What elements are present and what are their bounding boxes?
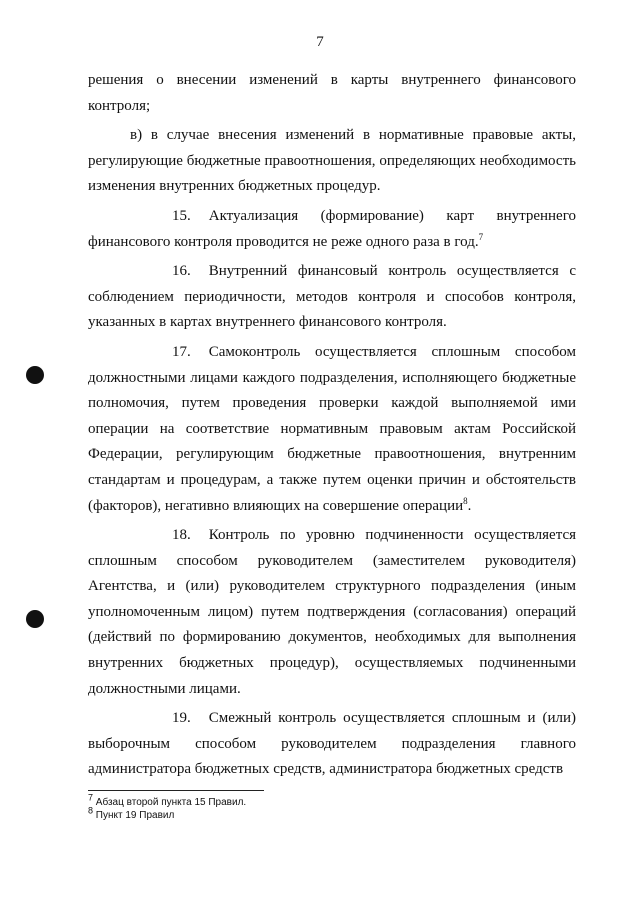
paragraph-tail: . <box>467 497 472 514</box>
paragraph-number: 15. <box>172 207 191 224</box>
paragraph-number: 19. <box>172 710 191 727</box>
footnote-ref: 7 <box>478 231 484 242</box>
paragraph-18 <box>88 523 576 702</box>
paragraph-subitem-v <box>88 123 576 200</box>
footnote-divider <box>88 790 264 791</box>
footnote <box>88 805 388 822</box>
paragraph-text: решения о внесении изменений в карты внутреннего финансового контроля; <box>88 72 576 114</box>
footnote-ref: 8 <box>463 495 468 506</box>
paragraph-text: Смежный контроль осуществляется сплошным и (или) выборочным способом руководителем подразделения главного администратора бюджетных средств, администратора бюджетных средств <box>88 710 576 778</box>
punch-hole-icon <box>26 366 44 384</box>
footnote <box>88 792 388 809</box>
footnote-mark: 7 <box>88 792 94 803</box>
footnote-mark: 8 <box>88 805 94 816</box>
document-body <box>88 68 576 787</box>
paragraph-text: Самоконтроль осуществляется сплошным способом должностными лицами каждого подразделения, исполняющего бюджетные полномочия, путем проведения проверки каждой выполняемой ими операции на соответствие нормативным правовым актам Российской Федерации, регулирующим бюджетные правоотношения, внутренним стандартам и процедурам, а также путем оценки причин и обстоятельств (факторов), негативно влияющих на совершение операции <box>88 343 576 514</box>
footnotes <box>88 792 388 822</box>
paragraph-text: Контроль по уровню подчиненности осуществляется сплошным способом руководителем (заместителем руководителя) Агентства, и (или) руководителем структурного подразделения (иным уполномоченным лицом) путем подтверждения (согласования) операций (действий по формированию документов, необходимых для выполнения внутренних бюджетных процедур), осуществляемых подчиненными должностными лицами. <box>88 527 576 697</box>
footnote-text: Абзац второй пункта 15 Правил. <box>95 797 247 808</box>
paragraph-17 <box>88 340 576 519</box>
paragraph-text: в) в случае внесения изменений в нормативные правовые акты, регулирующие бюджетные правоотношения, определяющих необходимость изменения внутренних бюджетных процедур. <box>88 127 576 195</box>
paragraph-15 <box>88 204 576 255</box>
paragraph-19 <box>88 706 576 783</box>
footnote-text: Пункт 19 Правил <box>95 810 175 821</box>
paragraph-number: 16. <box>172 263 191 280</box>
paragraph-text: Внутренний финансовый контроль осуществляется с соблюдением периодичности, методов контроля и способов контроля, указанных в картах внутреннего финансового контроля. <box>88 263 576 331</box>
paragraph-text: Актуализация (формирование) карт внутреннего финансового контроля проводится не реже одного раза в год. <box>88 207 576 250</box>
paragraph-number: 18. <box>172 527 191 544</box>
paragraph-number: 17. <box>172 343 191 360</box>
paragraph-16 <box>88 259 576 336</box>
page-number: 7 <box>316 34 324 50</box>
punch-hole-icon <box>26 610 44 628</box>
paragraph-continuation <box>88 68 576 119</box>
